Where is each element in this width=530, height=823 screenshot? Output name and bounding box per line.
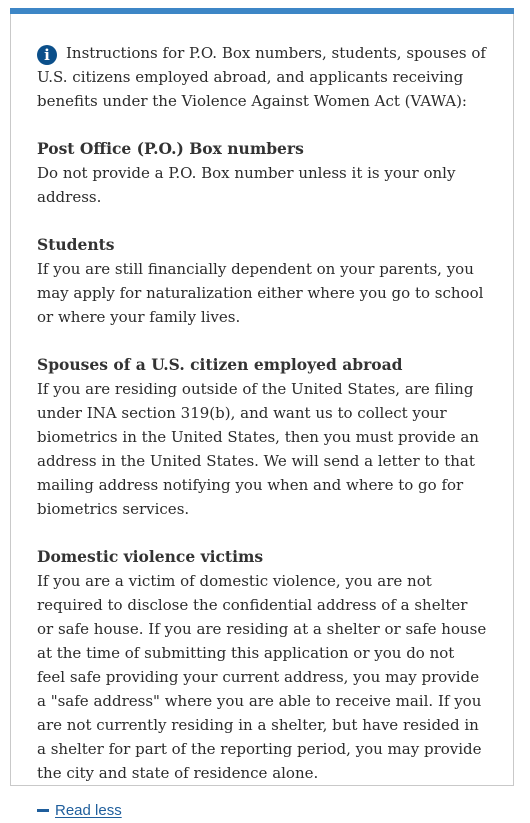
section-students (37, 233, 487, 329)
section-spouses-abroad (37, 353, 487, 521)
section-body: If you are residing outside of the United States, are filing under INA section 319(b), and want us to collect your biometrics in the United States, then you must provide an address in the United States. We will send a letter to that mailing address notifying you when and where to go for biometrics services. (37, 380, 479, 518)
section-heading: Post Office (P.O.) Box numbers (37, 139, 304, 158)
intro-paragraph (37, 41, 487, 113)
read-less-label: Read less (55, 801, 122, 819)
section-heading: Domestic violence victims (37, 547, 264, 566)
instructions-panel (10, 8, 514, 819)
section-heading: Spouses of a U.S. citizen employed abroad (37, 355, 403, 374)
panel-body (11, 14, 513, 823)
section-body: Do not provide a P.O. Box number unless it is your only address. (37, 164, 456, 206)
minus-icon (37, 809, 49, 812)
read-less-link[interactable] (37, 799, 122, 823)
section-po-box (37, 137, 487, 209)
info-icon: i (37, 45, 57, 65)
intro-text: Instructions for P.O. Box numbers, students, spouses of U.S. citizens employed abroad, and applicants receiving benefits under the Violence Against Women Act (VAWA): (37, 44, 486, 110)
section-body: If you are a victim of domestic violence, you are not required to disclose the confidential address of a shelter or safe house. If you are residing at a shelter or safe house at the time of submitting this application or you do not feel safe providing your current address, you may provide a "safe address" where you are able to receive mail. If you are not currently residing in a shelter, but have resided in a shelter for part of the reporting period, you may provide the city and state of residence alone. (37, 572, 487, 782)
section-body: If you are still financially dependent on your parents, you may apply for naturalization either where you go to school or where your family lives. (37, 260, 484, 326)
section-heading: Students (37, 235, 115, 254)
section-domestic-violence (37, 545, 487, 785)
